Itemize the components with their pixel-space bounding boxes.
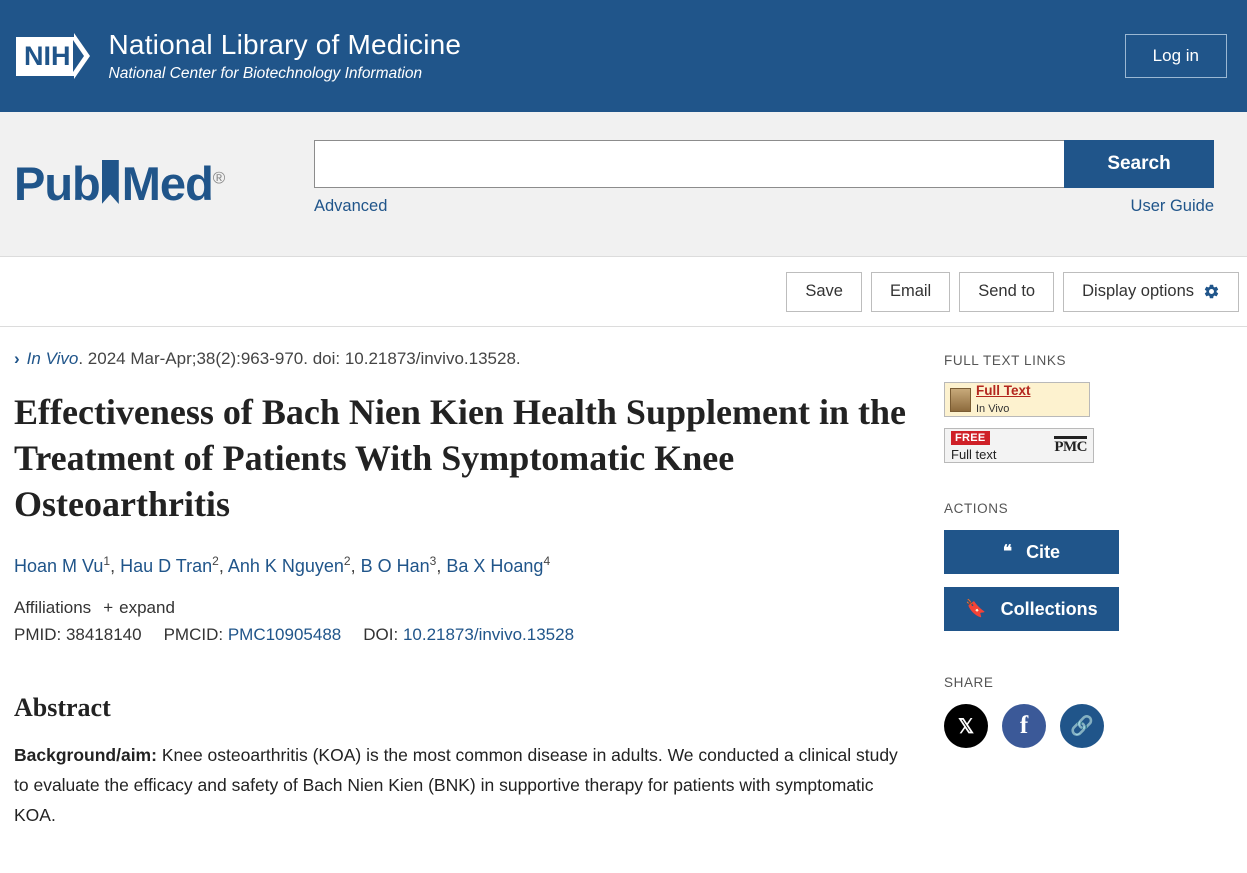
affiliations-row — [14, 598, 914, 618]
pubmed-wordmark-pub: Pub — [14, 157, 100, 210]
quote-icon: ❝ — [1002, 542, 1013, 561]
cite-label: Cite — [1026, 541, 1061, 562]
pmcid-link[interactable]: PMC10905488 — [227, 625, 342, 645]
search-input[interactable] — [314, 140, 1064, 188]
author-link[interactable]: B O Han — [360, 556, 430, 577]
journal-link[interactable]: In Vivo — [26, 349, 79, 368]
author-link[interactable]: Anh K Nguyen — [227, 556, 344, 577]
actions-section — [944, 501, 1219, 631]
identifiers-row — [14, 625, 914, 645]
pubmed-search-bar — [0, 112, 1247, 257]
pmc-logo-icon: PMC — [1054, 436, 1087, 456]
abstract-section-label: Background/aim: — [14, 745, 157, 766]
pubmed-logo[interactable] — [14, 134, 314, 210]
article-toolbar — [0, 257, 1247, 327]
plus-icon: + — [103, 598, 114, 618]
nih-logo-icon[interactable] — [16, 33, 91, 79]
display-options-label: Display options — [1082, 282, 1194, 300]
author-link[interactable]: Hau D Tran — [120, 556, 213, 577]
login-button[interactable]: Log in — [1125, 34, 1227, 78]
search-links — [314, 197, 1214, 216]
abstract-heading: Abstract — [14, 693, 111, 723]
search-button[interactable]: Search — [1064, 140, 1214, 188]
full-text-links-heading: FULL TEXT LINKS — [944, 353, 1067, 368]
nih-header — [0, 0, 1247, 112]
share-section — [944, 675, 1219, 748]
author-list: Hoan M Vu$^1$, Hau D Tran$^2$, Anh K Nguyen$^2$, B O Han$^3$, Ba X Hoang$^4$ — [14, 554, 551, 577]
share-link-icon[interactable]: 🔗 — [1060, 704, 1104, 748]
nih-logo-arrow-icon — [74, 33, 90, 79]
nih-title: National Library of Medicine — [108, 29, 462, 61]
author-link[interactable]: Hoan M Vu — [14, 556, 104, 577]
author-affil-ref[interactable]: 3 — [429, 554, 437, 569]
display-options-button[interactable] — [1063, 272, 1239, 312]
collections-button[interactable] — [944, 587, 1119, 631]
free-badge: FREE — [951, 431, 990, 445]
full-text-invivo-link[interactable] — [944, 382, 1090, 417]
citation-details: . 2024 Mar-Apr;38(2):963-970. doi: 10.21873/invivo.13528. — [78, 349, 521, 368]
search-zone — [314, 134, 1214, 216]
pmc-full-text-label: Full text — [951, 446, 997, 462]
pmid: PMID: 38418140 — [14, 625, 142, 645]
page-title: Effectiveness of Bach Nien Kien Health Supplement in the Treatment of Patients With Symptomatic Knee Osteoarthritis — [14, 392, 906, 525]
save-button[interactable]: Save — [786, 272, 862, 312]
doi-link[interactable]: 10.21873/invivo.13528 — [402, 625, 575, 645]
pmc-full-text-link[interactable] — [944, 428, 1094, 463]
full-text-source: In Vivo — [976, 402, 1010, 415]
share-heading: SHARE — [944, 675, 994, 690]
advanced-search-link[interactable]: Advanced — [314, 197, 388, 215]
gear-icon — [1203, 283, 1220, 300]
user-guide-link[interactable]: User Guide — [1130, 197, 1214, 215]
cite-button[interactable] — [944, 530, 1119, 574]
sidebar — [944, 349, 1219, 831]
share-x-icon[interactable]: 𝕏 — [944, 704, 988, 748]
author-affil-ref[interactable]: 2 — [212, 554, 219, 569]
chevron-right-icon[interactable]: › — [14, 349, 20, 368]
doi-label: DOI: — [363, 625, 399, 645]
affiliations-label: Affiliations — [14, 598, 92, 618]
nih-brand[interactable] — [16, 29, 461, 82]
nih-subtitle: National Center for Biotechnology Information — [108, 64, 423, 82]
author-affil-ref[interactable]: 1 — [103, 554, 111, 569]
actions-heading: ACTIONS — [944, 501, 1009, 516]
pmcid-label: PMCID: — [163, 625, 224, 645]
full-text-label: Full Text — [976, 382, 1031, 398]
expand-label: expand — [119, 598, 175, 618]
pubmed-wordmark-med: Med — [121, 157, 213, 210]
nih-logo-text: NIH — [16, 37, 75, 76]
nih-titles — [109, 29, 462, 82]
send-to-button[interactable]: Send to — [959, 272, 1054, 312]
author-link[interactable]: Ba X Hoang — [446, 556, 544, 577]
share-facebook-icon[interactable]: f — [1002, 704, 1046, 748]
search-row — [314, 140, 1214, 188]
main-content — [0, 327, 1247, 831]
abstract-text: Knee osteoarthritis (KOA) is the most common disease in adults. We conducted a clinical study to evaluate the efficacy and safety of Bach Nien Kien (BNK) in supportive therapy for patients with symptomatic KOA. — [14, 745, 898, 826]
journal-cover-icon — [950, 388, 971, 412]
abstract-body — [14, 740, 904, 830]
author-affil-ref[interactable]: 4 — [543, 554, 551, 569]
registered-mark: ® — [212, 168, 225, 188]
share-buttons — [944, 704, 1219, 748]
bookmark-icon: 🔖 — [965, 599, 987, 618]
expand-affiliations-button[interactable] — [103, 598, 175, 618]
email-button[interactable]: Email — [871, 272, 950, 312]
author-affil-ref[interactable]: 2 — [343, 554, 351, 569]
article-panel — [14, 349, 944, 831]
journal-citation — [14, 349, 914, 369]
collections-label: Collections — [1000, 598, 1098, 619]
